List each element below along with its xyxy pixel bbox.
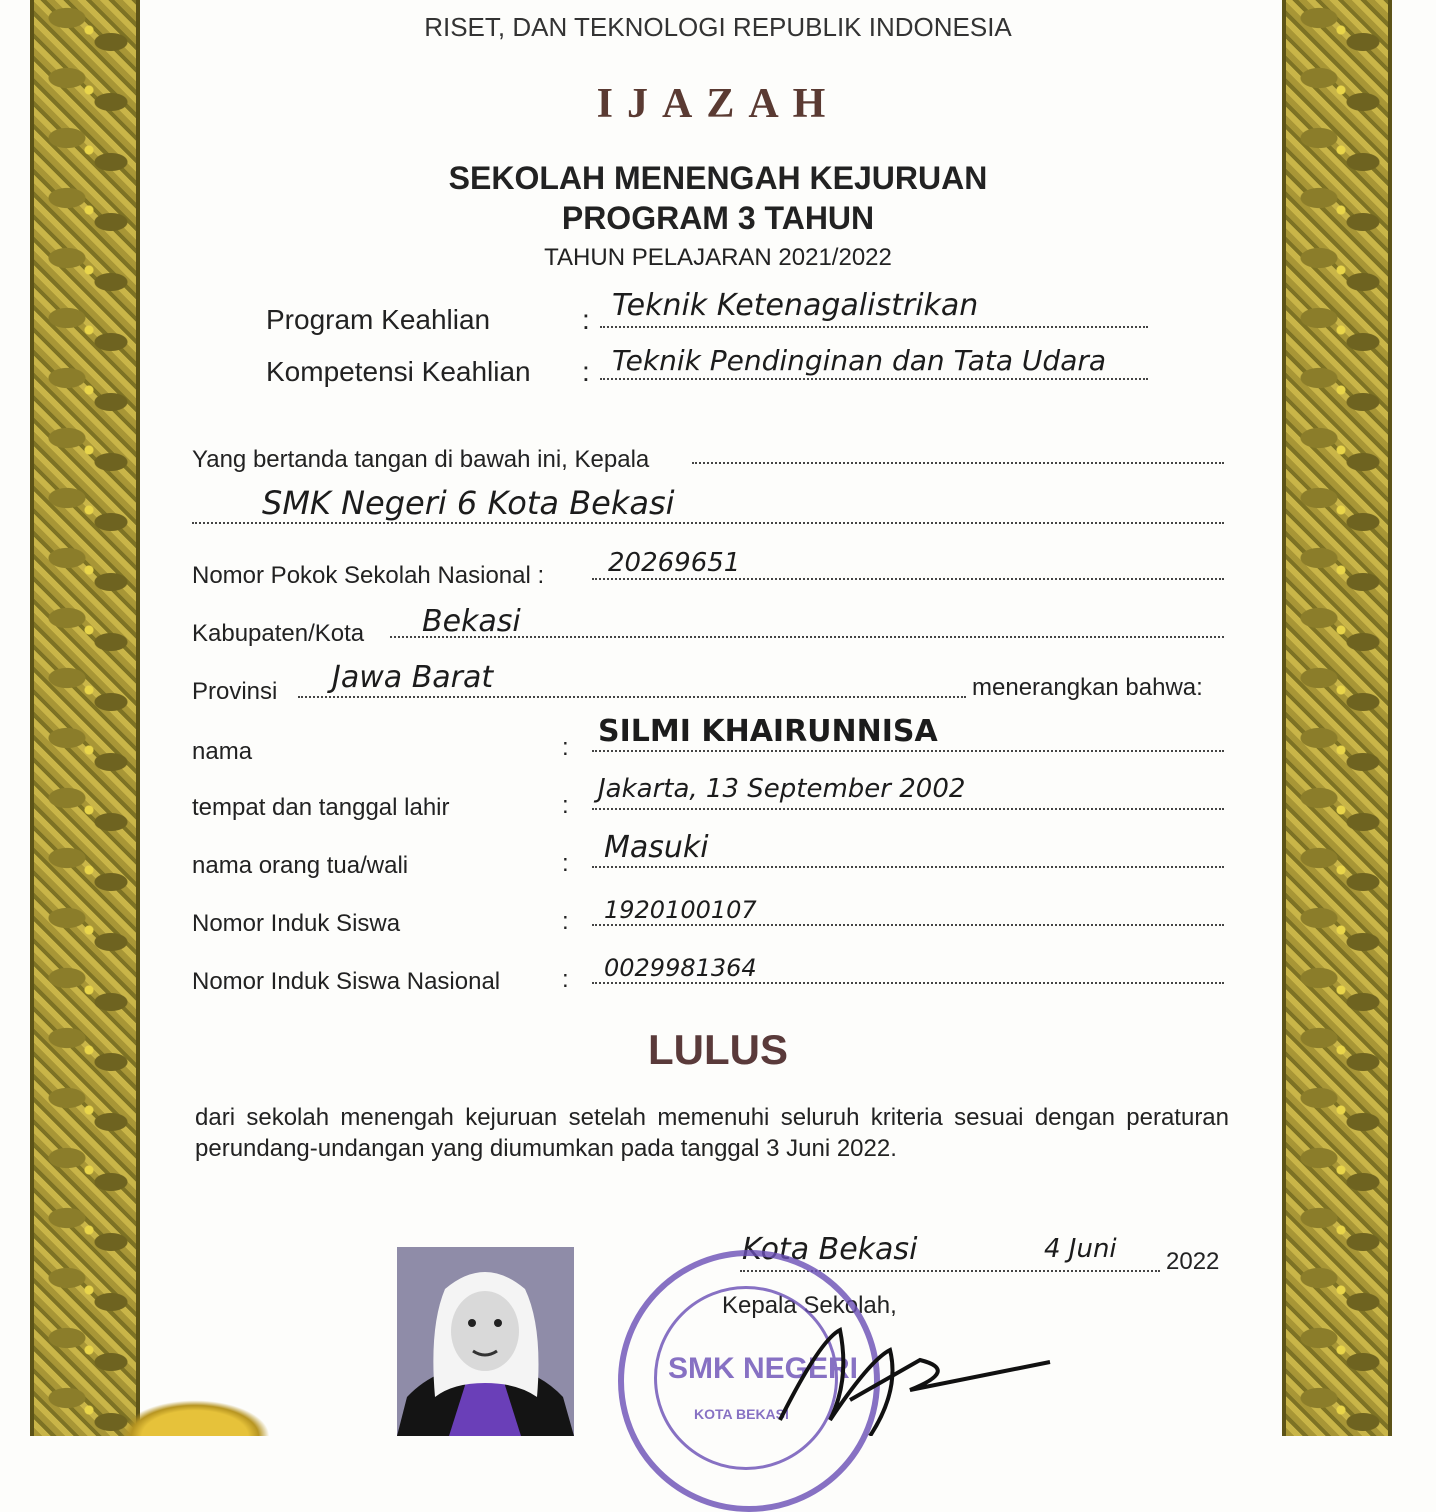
graduation-paragraph: dari sekolah menengah kejuruan setelah memenuhi seluruh kriteria sesuai dengan peraturan perundang-undangan yang diumumkan pada tanggal 3 Juni 2022. — [195, 1104, 1229, 1162]
ministry-line: RISET, DAN TEKNOLOGI REPUBLIK INDONESIA — [424, 12, 1012, 42]
birth-line — [592, 808, 1224, 810]
colon: : — [562, 908, 569, 935]
colon: : — [562, 850, 569, 877]
signature-place: Kota Bekasi — [742, 1232, 918, 1267]
city-value: Bekasi — [422, 604, 521, 639]
nisn-line — [592, 982, 1224, 984]
competence-colon: : — [582, 356, 590, 387]
graduation-status: LULUS — [648, 1026, 788, 1073]
birth-value: Jakarta, 13 September 2002 — [598, 774, 966, 804]
signature-date: 4 Juni — [1044, 1234, 1117, 1264]
parent-label: nama orang tua/wali — [192, 852, 409, 879]
student-name-line — [592, 750, 1224, 752]
province-label: Provinsi — [192, 678, 278, 705]
nisn-value: 0029981364 — [604, 954, 757, 982]
competence-line — [600, 378, 1148, 380]
competence-label: Kompetensi Keahlian — [266, 356, 531, 387]
stamp-text: SMK NEGERI — [668, 1352, 859, 1385]
signature-year: 2022 — [1166, 1248, 1220, 1275]
program-duration: PROGRAM 3 TAHUN — [561, 200, 875, 236]
competence-value: Teknik Pendinginan dan Tata Udara — [612, 344, 1107, 377]
nisn-label: Nomor Induk Siswa Nasional — [192, 968, 501, 995]
colon: : — [562, 966, 569, 993]
program-value: Teknik Ketenagalistrikan — [612, 288, 979, 323]
student-name-label: nama — [192, 738, 253, 765]
parent-value: Masuki — [604, 830, 709, 865]
npsn-value: 20269651 — [608, 548, 741, 578]
program-label: Program Keahlian — [266, 304, 491, 335]
colon: : — [562, 734, 569, 761]
student-name: SILMI KHAIRUNNISA — [598, 714, 938, 749]
city-label: Kabupaten/Kota — [192, 620, 365, 647]
npsn-label: Nomor Pokok Sekolah Nasional : — [192, 562, 545, 589]
stamp-subtext: KOTA BEKASI — [694, 1406, 789, 1422]
parent-line — [592, 866, 1224, 868]
gold-ornament — [120, 1400, 270, 1436]
nis-value: 1920100107 — [604, 896, 757, 924]
student-photo — [397, 1247, 574, 1436]
npsn-line — [592, 578, 1224, 580]
signature-scribble — [760, 1300, 1060, 1436]
document-title: IJAZAH — [596, 81, 840, 127]
province-line — [298, 696, 966, 698]
colon: : — [562, 792, 569, 819]
school-name: SMK Negeri 6 Kota Bekasi — [262, 484, 675, 522]
program-colon: : — [582, 304, 590, 335]
school-type: SEKOLAH MENENGAH KEJURUAN — [448, 160, 988, 196]
intro-label: Yang bertanda tangan di bawah ini, Kepala — [192, 446, 650, 473]
intro-line — [692, 462, 1224, 464]
school-name-line — [192, 522, 1224, 524]
birth-label: tempat dan tanggal lahir — [192, 794, 450, 821]
academic-year: TAHUN PELAJARAN 2021/2022 — [544, 244, 892, 271]
states-label: menerangkan bahwa: — [972, 674, 1203, 701]
nis-label: Nomor Induk Siswa — [192, 910, 401, 937]
nis-line — [592, 924, 1224, 926]
signature-role: Kepala Sekolah, — [722, 1292, 897, 1319]
program-line — [600, 326, 1148, 328]
province-value: Jawa Barat — [332, 660, 494, 695]
